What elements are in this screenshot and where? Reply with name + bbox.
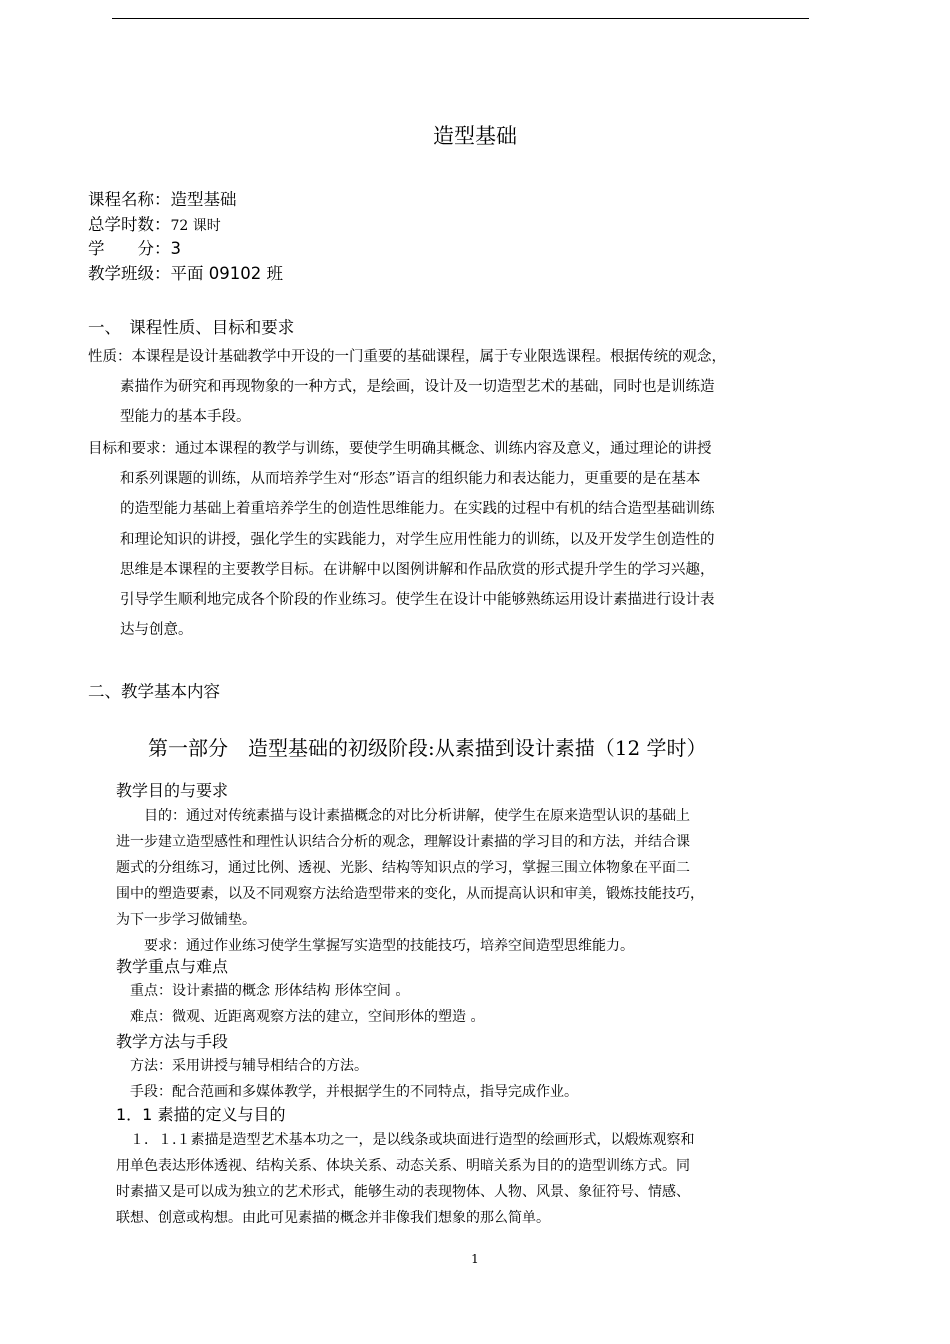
s11-line: 时素描又是可以成为独立的艺术形式，能够生动的表现物体、人物、风景、象征符号、情感、 xyxy=(116,1184,690,1200)
purpose-heading: 教学目的与要求 xyxy=(116,781,229,800)
course-name-label: 课程名称： xyxy=(88,190,171,209)
course-name-value: 造型基础 xyxy=(170,190,237,209)
s11-line: １．１.１素描是造型艺术基本功之一，是以线条或块面进行造型的绘画形式，以煅炼观察和 xyxy=(116,1132,695,1148)
methods-line: 手段：配合范画和多媒体教学，并根据学生的不同特点，指导完成作业。 xyxy=(116,1084,578,1100)
class-value: 平面 09102 班 xyxy=(170,263,283,283)
section2-heading: 二、教学基本内容 xyxy=(88,682,220,701)
hours-label: 总学时数： xyxy=(88,214,171,234)
s11-block xyxy=(116,1127,694,1231)
purpose-line: 题式的分组练习，通过比例、透视、光影、结构等知识点的学习，掌握三围立体物象在平面二 xyxy=(116,860,690,876)
s11-heading: 1．1 素描的定义与目的 xyxy=(116,1105,286,1124)
keypoints-heading: 教学重点与难点 xyxy=(116,957,229,976)
nature-line: 型能力的基本手段。 xyxy=(120,409,251,426)
class-label: 教学班级： xyxy=(88,263,171,283)
methods-line: 方法：采用讲授与辅导相结合的方法。 xyxy=(116,1058,368,1074)
goal-line: 和理论知识的讲授，强化学生的实践能力，对学生应用性能力的训练，以及开发学生创造性的 xyxy=(120,531,715,548)
hours-value: 72 课时 xyxy=(170,217,221,234)
purpose-line: 进一步建立造型感性和理性认识结合分析的观念，理解设计素描的学习目的和方法，并结合课 xyxy=(116,834,690,850)
keypoints-line: 重点：设计素描的概念 形体结构 形体空间 。 xyxy=(116,983,410,999)
purpose-block xyxy=(116,803,704,959)
purpose-line: 为下一步学习做铺垫。 xyxy=(116,912,256,928)
document-title: 造型基础 xyxy=(433,124,517,148)
s11-line: 用单色表达形体透视、结构关系、体块关系、动态关系、明暗关系为目的的造型训练方式。同 xyxy=(116,1158,690,1174)
credit-row xyxy=(88,237,283,262)
nature-line: 素描作为研究和再现物象的一种方式，是绘画，设计及一切造型艺术的基础，同时也是训练造 xyxy=(120,379,715,396)
hours-row xyxy=(88,213,283,238)
goal-line: 和系列课题的训练，从而培养学生对“形态”语言的组织能力和表达能力，更重要的是在基本 xyxy=(120,471,701,488)
keypoints-line: 难点：微观、近距离观察方法的建立，空间形体的塑造 。 xyxy=(116,1009,485,1025)
section1-heading: 一、 课程性质、目标和要求 xyxy=(88,318,295,337)
goal-line: 目标和要求：通过本课程的教学与训练，要使学生明确其概念、训练内容及意义，通过理论的讲授 xyxy=(88,441,712,457)
header-rule xyxy=(112,18,809,19)
credit-label: 学 分： xyxy=(88,239,171,258)
methods-heading: 教学方法与手段 xyxy=(116,1032,229,1051)
nature-line: 性质：本课程是设计基础教学中开设的一门重要的基础课程，属于专业限选课程。根据传统的观念， xyxy=(88,349,726,365)
methods-block xyxy=(116,1053,578,1105)
goal-line: 的造型能力基础上着重培养学生的创造性思维能力。在实践的过程中有机的结合造型基础训练 xyxy=(120,501,715,518)
purpose-line: 围中的塑造要素，以及不同观察方法给造型带来的变化，从而提高认识和审美，锻炼技能技巧， xyxy=(116,886,704,902)
nature-paragraph xyxy=(88,342,726,433)
course-meta xyxy=(88,188,283,286)
goal-line: 达与创意。 xyxy=(120,622,193,639)
course-name-row xyxy=(88,188,283,213)
class-row xyxy=(88,262,283,287)
goal-line: 引导学生顺利地完成各个阶段的作业练习。使学生在设计中能够熟练运用设计素描进行设计表 xyxy=(120,592,715,609)
goal-line: 思维是本课程的主要教学目标。在讲解中以图例讲解和作品欣赏的形式提升学生的学习兴趣， xyxy=(120,561,715,578)
keypoints-block xyxy=(116,978,484,1030)
purpose-line: 目的：通过对传统素描与设计素描概念的对比分析讲解，使学生在原来造型认识的基础上 xyxy=(116,808,690,824)
credit-value: 3 xyxy=(170,239,181,258)
page-number: 1 xyxy=(471,1252,479,1266)
part1-title: 第一部分 造型基础的初级阶段:从素描到设计素描（12 学时） xyxy=(148,736,707,760)
purpose-line: 要求：通过作业练习使学生掌握写实造型的技能技巧，培养空间造型思维能力。 xyxy=(116,938,634,954)
s11-line: 联想、创意或构想。由此可见素描的概念并非像我们想象的那么简单。 xyxy=(116,1210,550,1226)
goal-paragraph xyxy=(88,434,715,645)
